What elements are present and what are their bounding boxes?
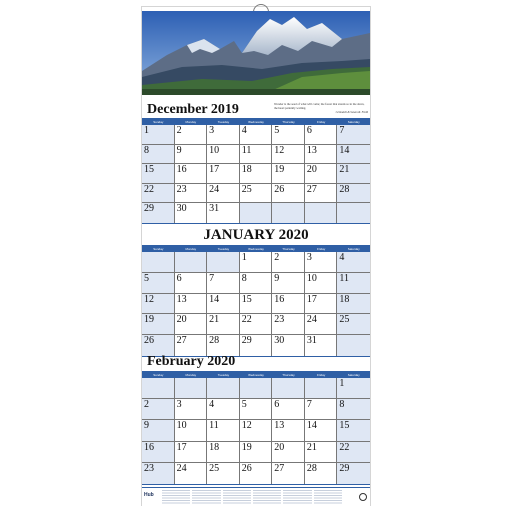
day-number: 14 [339, 144, 350, 156]
day-cell[interactable] [337, 273, 370, 294]
day-number: 20 [274, 441, 285, 453]
weekday-header: Friday [305, 119, 338, 125]
day-number: 6 [274, 399, 280, 411]
day-cell[interactable] [142, 125, 175, 145]
day-cell[interactable] [337, 399, 370, 420]
day-number: 29 [241, 335, 252, 347]
weekday-header: Thursday [272, 119, 305, 125]
day-number: 12 [274, 144, 285, 156]
day-cell[interactable] [142, 335, 175, 356]
weekday-header: Saturday [337, 372, 370, 378]
day-cell[interactable] [240, 442, 273, 463]
brand-logo: Hub [144, 492, 154, 498]
month-grid-february [142, 371, 370, 485]
day-number: 26 [241, 462, 252, 474]
day-cell[interactable] [207, 184, 240, 204]
day-cell[interactable] [207, 145, 240, 165]
day-cell[interactable] [175, 164, 208, 184]
day-cell[interactable] [240, 399, 273, 420]
calendar-footer [142, 487, 370, 506]
day-number: 23 [176, 183, 187, 195]
day-number: 8 [241, 272, 247, 284]
day-number: 11 [339, 272, 350, 284]
day-cell[interactable] [142, 399, 175, 420]
day-cell[interactable] [337, 335, 370, 356]
weekday-header: Saturday [337, 119, 370, 125]
month-title-february: February 2020 [147, 354, 236, 369]
day-number: 27 [274, 462, 285, 474]
day-number: 9 [144, 420, 149, 432]
weekday-header: Monday [175, 372, 208, 378]
day-cell[interactable] [272, 442, 305, 463]
day-number: 16 [176, 164, 187, 176]
day-cell[interactable] [175, 203, 208, 223]
day-number: 7 [339, 125, 345, 136]
day-number: 25 [209, 462, 220, 474]
day-number: 4 [339, 252, 345, 263]
day-number: 27 [176, 335, 187, 347]
day-number: 13 [176, 293, 187, 305]
day-number: 21 [209, 314, 220, 326]
day-cell[interactable] [272, 164, 305, 184]
day-number: 8 [144, 144, 149, 156]
day-number: 4 [241, 125, 247, 136]
quote-text: Wonder is the seed of what will come; the forest that stands so in the dawn, the heart patiently waiting. [274, 102, 365, 110]
day-cell[interactable] [305, 125, 338, 145]
weekday-header: Tuesday [207, 119, 240, 125]
day-number: 18 [209, 441, 220, 453]
day-number: 28 [339, 183, 350, 195]
day-cell[interactable] [305, 164, 338, 184]
day-number: 7 [306, 399, 312, 411]
day-cell[interactable] [337, 203, 370, 223]
day-cell[interactable] [142, 314, 175, 335]
day-cell[interactable] [207, 335, 240, 356]
day-number: 5 [241, 399, 247, 411]
day-cell[interactable] [240, 164, 273, 184]
day-cell[interactable] [142, 145, 175, 165]
day-number: 26 [274, 183, 285, 195]
day-number: 22 [241, 314, 252, 326]
day-cell[interactable] [337, 184, 370, 204]
day-cell[interactable] [207, 203, 240, 223]
day-cell[interactable] [142, 420, 175, 441]
day-cell[interactable] [142, 203, 175, 223]
day-number: 15 [339, 420, 350, 432]
day-number: 19 [274, 164, 285, 176]
day-cell[interactable] [240, 314, 273, 335]
day-number: 2 [274, 252, 280, 263]
day-number: 3 [209, 125, 215, 136]
weekday-header: Thursday [272, 246, 305, 252]
day-cell[interactable] [175, 314, 208, 335]
day-cell[interactable] [175, 399, 208, 420]
day-cell[interactable] [305, 252, 338, 273]
day-cell[interactable] [207, 399, 240, 420]
day-number: 1 [241, 252, 247, 263]
day-number: 29 [339, 462, 350, 474]
day-cell[interactable] [142, 184, 175, 204]
day-number: 4 [209, 399, 215, 411]
day-cell[interactable] [337, 294, 370, 315]
weekday-header: Wednesday [240, 372, 273, 378]
day-cell[interactable] [272, 125, 305, 145]
day-cell[interactable] [305, 314, 338, 335]
day-cell[interactable] [305, 399, 338, 420]
day-cell[interactable] [305, 294, 338, 315]
day-number: 22 [144, 183, 154, 195]
day-number: 30 [274, 335, 285, 347]
day-number: 14 [209, 293, 220, 305]
day-number: 20 [306, 164, 317, 176]
day-cell[interactable] [272, 420, 305, 441]
day-cell[interactable] [305, 184, 338, 204]
day-cell[interactable] [272, 145, 305, 165]
day-cell[interactable] [272, 335, 305, 356]
day-cell[interactable] [337, 252, 370, 273]
yearly-mini-calendars [162, 490, 342, 505]
quote-author: Grimaldi & Susan R. Field [335, 110, 368, 114]
day-number: 11 [209, 420, 219, 432]
day-cell[interactable] [272, 399, 305, 420]
day-cell[interactable] [337, 442, 370, 463]
day-cell[interactable] [240, 420, 273, 441]
day-cell[interactable] [175, 420, 208, 441]
day-number: 16 [144, 441, 154, 453]
day-cell[interactable] [207, 378, 240, 399]
day-number: 23 [144, 462, 154, 474]
day-cell[interactable] [175, 378, 208, 399]
weekday-header: Monday [175, 119, 208, 125]
day-cell[interactable] [207, 125, 240, 145]
day-number: 13 [274, 420, 285, 432]
day-number: 31 [209, 203, 220, 215]
day-cell[interactable] [240, 273, 273, 294]
weekday-header: Wednesday [240, 119, 273, 125]
day-cell[interactable] [272, 273, 305, 294]
day-cell[interactable] [305, 378, 338, 399]
wall-calendar [141, 6, 371, 506]
day-number: 15 [144, 164, 154, 176]
day-number: 11 [241, 144, 252, 156]
day-cell[interactable] [337, 125, 370, 145]
day-cell[interactable] [207, 420, 240, 441]
day-number: 12 [241, 420, 252, 432]
day-number: 17 [306, 293, 317, 305]
day-number: 30 [176, 203, 187, 215]
day-cell[interactable] [337, 145, 370, 165]
day-cell[interactable] [305, 420, 338, 441]
day-cell[interactable] [272, 184, 305, 204]
day-number: 19 [241, 441, 252, 453]
day-number: 5 [274, 125, 280, 136]
weekday-header: Friday [305, 372, 338, 378]
day-cell[interactable] [337, 378, 370, 399]
day-cell[interactable] [142, 378, 175, 399]
mountain-photo [142, 11, 370, 95]
day-cell[interactable] [337, 164, 370, 184]
day-number: 10 [176, 420, 187, 432]
weekday-header: Sunday [142, 119, 175, 125]
day-cell[interactable] [142, 252, 175, 273]
day-cell[interactable] [305, 203, 338, 223]
month-grid-december [142, 118, 370, 224]
weekday-header: Wednesday [240, 246, 273, 252]
day-number: 14 [306, 420, 317, 432]
day-number: 15 [241, 293, 252, 305]
day-number: 20 [176, 314, 187, 326]
day-number: 24 [306, 314, 317, 326]
month-title-january: JANUARY 2020 [203, 227, 309, 243]
day-number: 25 [241, 183, 252, 195]
day-cell[interactable] [207, 314, 240, 335]
day-number: 12 [144, 293, 154, 305]
weekday-header: Sunday [142, 372, 175, 378]
day-cell[interactable] [305, 335, 338, 356]
day-number: 6 [306, 125, 312, 136]
day-cell[interactable] [272, 252, 305, 273]
month-title-december: December 2019 [147, 102, 239, 117]
day-number: 24 [209, 183, 220, 195]
day-cell[interactable] [240, 294, 273, 315]
month-grid-january [142, 245, 370, 357]
day-cell[interactable] [272, 463, 305, 484]
day-cell[interactable] [240, 203, 273, 223]
day-cell[interactable] [337, 314, 370, 335]
day-cell[interactable] [207, 164, 240, 184]
weekday-header: Tuesday [207, 246, 240, 252]
day-cell[interactable] [175, 125, 208, 145]
day-number: 3 [176, 399, 182, 411]
weekday-header: Saturday [337, 246, 370, 252]
day-cell[interactable] [207, 463, 240, 484]
day-number: 5 [144, 272, 149, 284]
day-cell[interactable] [175, 294, 208, 315]
day-number: 31 [306, 335, 317, 347]
day-number: 21 [339, 164, 350, 176]
day-number: 17 [176, 441, 187, 453]
day-number: 2 [176, 125, 182, 136]
day-number: 21 [306, 441, 317, 453]
day-cell[interactable] [305, 273, 338, 294]
day-cell[interactable] [305, 442, 338, 463]
day-cell[interactable] [142, 442, 175, 463]
day-cell[interactable] [142, 294, 175, 315]
day-cell[interactable] [142, 463, 175, 484]
day-cell[interactable] [175, 463, 208, 484]
day-cell[interactable] [175, 252, 208, 273]
day-number: 6 [176, 272, 182, 284]
day-number: 28 [209, 335, 220, 347]
mountain-landscape-image [142, 11, 370, 95]
day-number: 22 [339, 441, 350, 453]
day-cell[interactable] [142, 273, 175, 294]
day-cell[interactable] [175, 442, 208, 463]
day-cell[interactable] [240, 184, 273, 204]
weekday-header: Sunday [142, 246, 175, 252]
day-number: 3 [306, 252, 312, 263]
weekday-header: Tuesday [207, 372, 240, 378]
day-number: 1 [339, 378, 345, 389]
weekday-header: Thursday [272, 372, 305, 378]
day-number: 1 [144, 125, 149, 136]
day-number: 28 [306, 462, 317, 474]
day-cell[interactable] [207, 252, 240, 273]
day-cell[interactable] [175, 273, 208, 294]
recycle-icon [359, 493, 367, 501]
day-cell[interactable] [142, 164, 175, 184]
day-number: 8 [339, 399, 345, 411]
day-number: 7 [209, 272, 215, 284]
day-cell[interactable] [207, 442, 240, 463]
day-number: 13 [306, 144, 317, 156]
day-number: 24 [176, 462, 187, 474]
day-number: 26 [144, 335, 154, 347]
day-cell[interactable] [240, 125, 273, 145]
day-cell[interactable] [272, 378, 305, 399]
day-cell[interactable] [240, 145, 273, 165]
weekday-header: Monday [175, 246, 208, 252]
day-cell[interactable] [305, 145, 338, 165]
day-number: 25 [339, 314, 350, 326]
day-cell[interactable] [272, 294, 305, 315]
day-cell[interactable] [175, 145, 208, 165]
day-number: 10 [209, 144, 220, 156]
day-number: 23 [274, 314, 285, 326]
day-number: 16 [274, 293, 285, 305]
day-cell[interactable] [175, 335, 208, 356]
day-number: 9 [176, 144, 182, 156]
day-cell[interactable] [240, 335, 273, 356]
day-number: 2 [144, 399, 149, 411]
day-cell[interactable] [207, 273, 240, 294]
inspirational-quote [274, 102, 368, 114]
day-cell[interactable] [240, 463, 273, 484]
weekday-header: Friday [305, 246, 338, 252]
day-number: 18 [241, 164, 252, 176]
day-cell[interactable] [305, 463, 338, 484]
day-number: 29 [144, 203, 154, 215]
day-number: 19 [144, 314, 154, 326]
day-cell[interactable] [240, 252, 273, 273]
day-number: 9 [274, 272, 280, 284]
day-cell[interactable] [240, 378, 273, 399]
day-number: 17 [209, 164, 220, 176]
day-cell[interactable] [175, 184, 208, 204]
day-cell[interactable] [272, 314, 305, 335]
day-cell[interactable] [337, 420, 370, 441]
day-number: 10 [306, 272, 317, 284]
day-cell[interactable] [337, 463, 370, 484]
day-number: 18 [339, 293, 350, 305]
day-cell[interactable] [207, 294, 240, 315]
day-number: 27 [306, 183, 317, 195]
day-cell[interactable] [272, 203, 305, 223]
